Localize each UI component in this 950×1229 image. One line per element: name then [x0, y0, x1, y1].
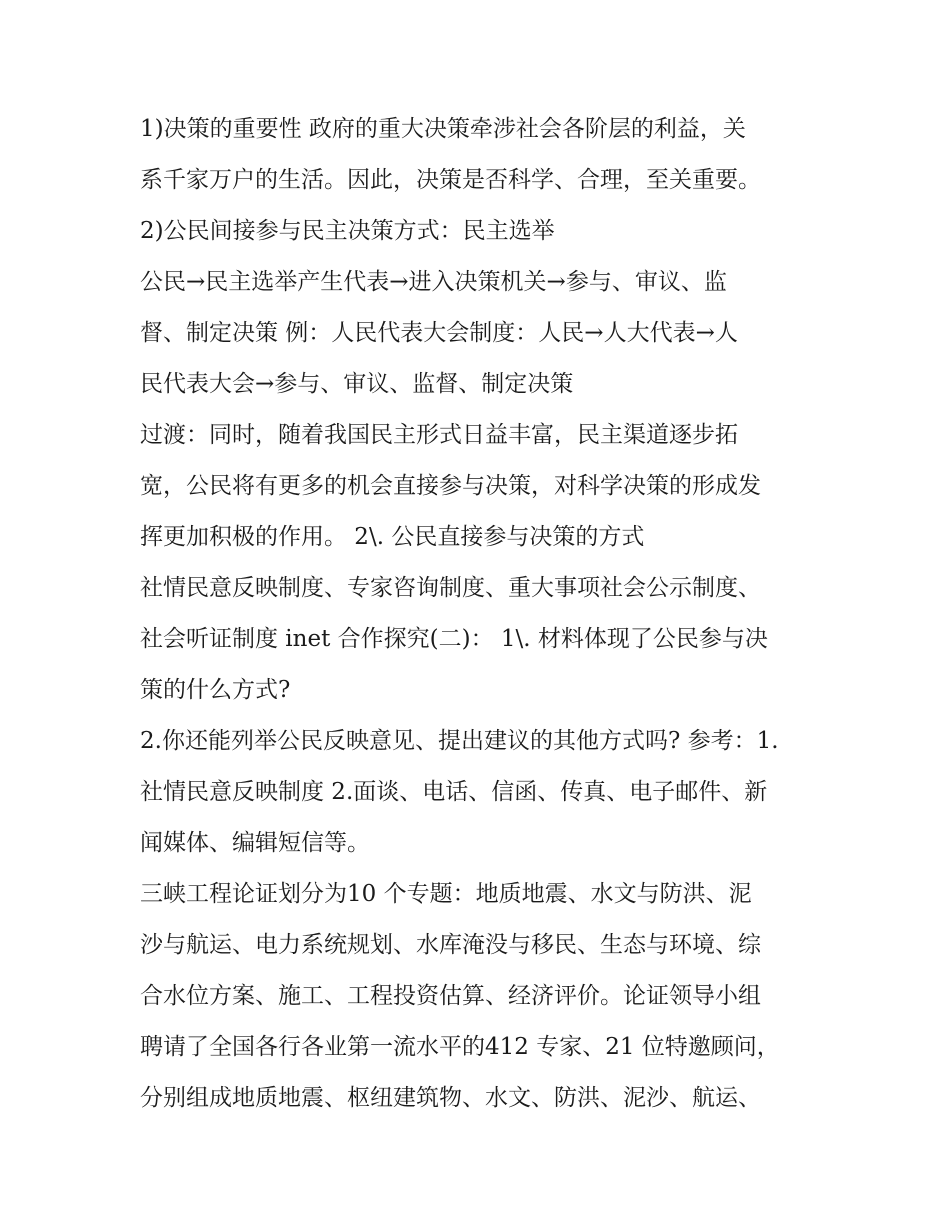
text-line: 三峡工程论证划分为10 个专题：地质地震、水文与防洪、泥 — [140, 881, 752, 907]
text-line: 策的什么方式? — [140, 677, 291, 703]
text-line: 闻媒体、编辑短信等。 — [140, 830, 370, 856]
text-line: 过渡：同时，随着我国民主形式日益丰富，民主渠道逐步拓 — [140, 422, 738, 448]
document-body — [140, 104, 830, 1124]
text-line: 民代表大会→参与、审议、监督、制定决策 — [140, 371, 574, 397]
text-line: 1)决策的重要性 政府的重大决策牵涉社会各阶层的利益，关 — [140, 116, 746, 142]
text-line: 2)公民间接参与民主决策方式：民主选举 — [140, 218, 555, 244]
text-line: 聘请了全国各行各业第一流水平的412 专家、21 位特邀顾问， — [140, 1034, 780, 1060]
text-line: 分别组成地质地震、枢纽建筑物、水文、防洪、泥沙、航运、 — [140, 1085, 761, 1111]
text-line: 合水位方案、施工、工程投资估算、经济评价。论证领导小组 — [140, 983, 761, 1009]
text-line: 督、制定决策 例：人民代表大会制度：人民→人大代表→人 — [140, 320, 738, 346]
text-line: 2.你还能列举公民反映意见、提出建议的其他方式吗? 参考：1. — [140, 728, 779, 754]
text-line: 社会听证制度 inet 合作探究(二)： 1\. 材料体现了公民参与决 — [140, 626, 768, 652]
text-line: 社情民意反映制度、专家咨询制度、重大事项社会公示制度、 — [140, 575, 761, 601]
text-line: 沙与航运、电力系统规划、水库淹没与移民、生态与环境、综 — [140, 932, 761, 958]
text-line: 挥更加积极的作用。 2\. 公民直接参与决策的方式 — [140, 524, 645, 550]
text-line: 宽，公民将有更多的机会直接参与决策，对科学决策的形成发 — [140, 473, 761, 499]
text-line: 公民→民主选举产生代表→进入决策机关→参与、审议、监 — [140, 269, 727, 295]
text-line: 系千家万户的生活。因此，决策是否科学、合理，至关重要。 — [140, 167, 761, 193]
text-line: 社情民意反映制度 2.面谈、电话、信函、传真、电子邮件、新 — [140, 779, 768, 805]
